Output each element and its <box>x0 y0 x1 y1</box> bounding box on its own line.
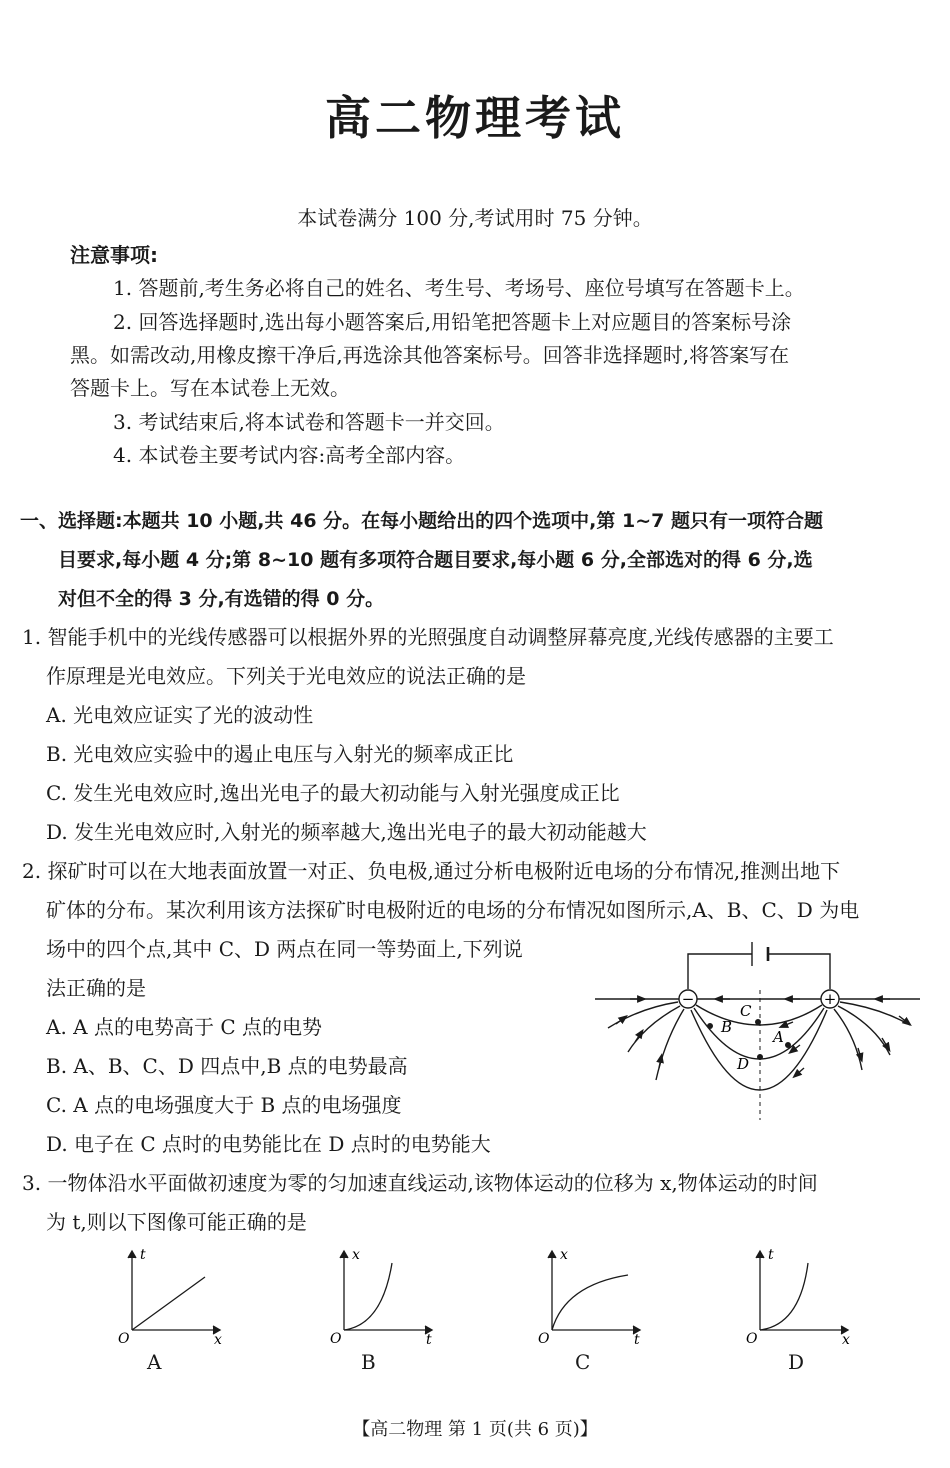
notice-item-2: 2. 回答选择题时,选出每小题答案后,用铅笔把答题卡上对应题目的答案标号涂 <box>113 310 792 334</box>
neg-line-2 <box>628 1006 680 1052</box>
graph-c-x-label: t <box>634 1332 640 1348</box>
negative-sign: − <box>681 990 695 1008</box>
q2-option-c: C. A 点的电场强度大于 B 点的电场强度 <box>46 1093 402 1117</box>
q2-stem-line-4: 法正确的是 <box>46 976 146 1000</box>
graph-b-origin: O <box>330 1331 342 1347</box>
q1-stem-line-2: 作原理是光电效应。下列关于光电效应的说法正确的是 <box>46 664 526 688</box>
page-title: 高二物理考试 <box>325 91 625 145</box>
point-c-label: C <box>740 1002 752 1020</box>
graph-c-label: C <box>575 1350 591 1374</box>
section-heading-line-2: 目要求,每小题 4 分;第 8~10 题有多项符合题目要求,每小题 6 分,全部选对的得 6 分,选 <box>58 549 813 571</box>
notice-item-3: 3. 考试结束后,将本试卷和答题卡一并交回。 <box>113 410 505 434</box>
electric-field-figure <box>590 930 930 1125</box>
exam-info: 本试卷满分 100 分,考试用时 75 分钟。 <box>297 206 653 230</box>
circuit-wire-right <box>768 954 830 989</box>
pos-line-2 <box>838 1006 890 1055</box>
graph-d-y-label: t <box>768 1247 774 1263</box>
graph-c-curve <box>552 1275 628 1330</box>
point-b-label: B <box>721 1018 733 1036</box>
graph-b <box>322 1245 442 1350</box>
q1-option-d: D. 发生光电效应时,入射光的频率越大,逸出光电子的最大初动能越大 <box>46 820 647 844</box>
neg-line-1 <box>656 1009 684 1080</box>
graph-a-curve <box>132 1277 205 1330</box>
q2-stem-line-1: 2. 探矿时可以在大地表面放置一对正、负电极,通过分析电极附近电场的分布情况,推测出地下 <box>22 859 841 883</box>
notice-item-2-cont: 黑。如需改动,用橡皮擦干净后,再选涂其他答案标号。回答非选择题时,将答案写在 <box>70 343 790 367</box>
q2-option-d: D. 电子在 C 点时的电势能比在 D 点时的电势能大 <box>46 1132 491 1156</box>
q1-option-a: A. 光电效应证实了光的波动性 <box>46 703 314 727</box>
section-heading-line-1: 一、选择题:本题共 10 小题,共 46 分。在每小题给出的四个选项中,第 1~7 题只有一项符合题 <box>20 510 823 532</box>
point-c-dot <box>755 1019 761 1025</box>
positive-sign: + <box>823 990 837 1008</box>
point-a-dot <box>785 1042 791 1048</box>
q2-stem-line-3: 场中的四个点,其中 C、D 两点在同一等势面上,下列说 <box>46 937 523 961</box>
graph-c <box>530 1245 650 1350</box>
page-footer: 【高二物理 第 1 页(共 6 页)】 <box>352 1419 598 1440</box>
q2-option-b: B. A、B、C、D 四点中,B 点的电势最高 <box>46 1054 408 1078</box>
graph-a-origin: O <box>118 1331 130 1347</box>
point-b-dot <box>707 1023 713 1029</box>
q2-stem-line-2: 矿体的分布。某次利用该方法探矿时电极附近的电场的分布情况如图所示,A、B、C、D 为电 <box>46 898 860 922</box>
graph-d-origin: O <box>746 1331 758 1347</box>
graph-a-y-label: t <box>140 1247 146 1263</box>
field-line-ab <box>694 1008 824 1059</box>
graph-c-y-label: x <box>560 1247 568 1263</box>
q1-option-c: C. 发生光电效应时,逸出光电子的最大初动能与入射光强度成正比 <box>46 781 620 805</box>
q1-option-b: B. 光电效应实验中的遏止电压与入射光的频率成正比 <box>46 742 514 766</box>
graph-b-curve <box>344 1263 392 1330</box>
point-d-dot <box>757 1054 763 1060</box>
notice-item-2-cont2: 答题卡上。写在本试卷上无效。 <box>70 376 350 400</box>
graph-d-label: D <box>788 1350 805 1374</box>
q3-stem-line-1: 3. 一物体沿水平面做初速度为零的匀加速直线运动,该物体运动的位移为 x,物体运动的时间 <box>22 1171 818 1195</box>
notice-item-1: 1. 答题前,考生务必将自己的姓名、考生号、考场号、座位号填写在答题卡上。 <box>113 276 805 300</box>
point-a-label: A <box>773 1028 784 1046</box>
graph-d-x-label: x <box>842 1332 850 1348</box>
q2-option-a: A. A 点的电势高于 C 点的电势 <box>46 1015 322 1039</box>
graph-d-curve <box>760 1263 808 1330</box>
graph-a-x-label: x <box>214 1332 222 1348</box>
q3-stem-line-2: 为 t,则以下图像可能正确的是 <box>46 1210 307 1234</box>
graph-b-y-label: x <box>352 1247 360 1263</box>
graph-a-label: A <box>147 1350 162 1374</box>
point-d-label: D <box>737 1055 750 1073</box>
graph-c-origin: O <box>538 1331 550 1347</box>
graph-b-x-label: t <box>426 1332 432 1348</box>
graph-b-label: B <box>361 1350 376 1374</box>
circuit-wire-left <box>688 954 752 989</box>
notice-heading: 注意事项: <box>70 243 158 267</box>
graph-d <box>738 1245 858 1350</box>
notice-item-4: 4. 本试卷主要考试内容:高考全部内容。 <box>113 443 466 467</box>
graph-a <box>110 1245 230 1350</box>
section-heading-line-3: 对但不全的得 3 分,有选错的得 0 分。 <box>58 588 385 610</box>
neg-line-3 <box>608 1002 678 1028</box>
q1-stem-line-1: 1. 智能手机中的光线传感器可以根据外界的光照强度自动调整屏幕亮度,光线传感器的主要工 <box>22 625 834 649</box>
